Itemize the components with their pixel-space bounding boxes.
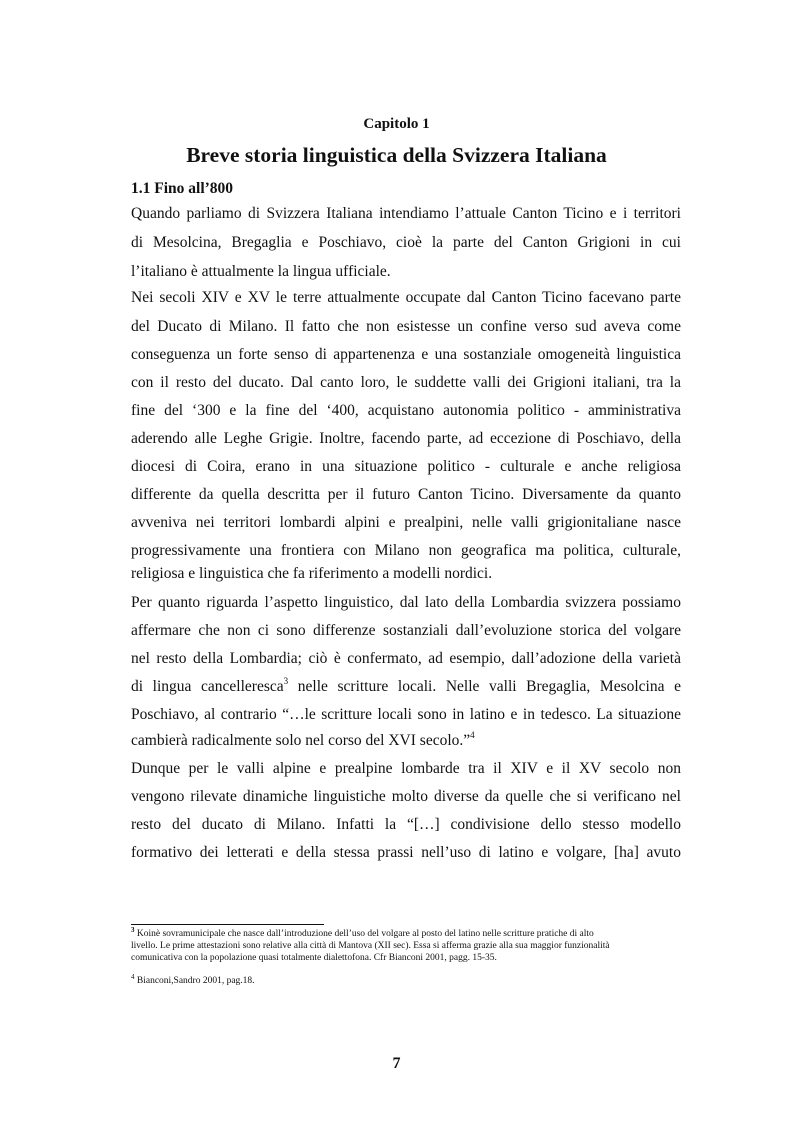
body-text-segment: di lingua cancelleresca bbox=[131, 678, 284, 695]
body-line: religiosa e linguistica che fa riferimento a modelli nordici. bbox=[131, 565, 493, 582]
body-text-segment: cambierà radicalmente solo nel corso del XVI secolo.” bbox=[131, 732, 471, 749]
chapter-title: Breve storia linguistica della Svizzera Italiana bbox=[186, 143, 607, 167]
body-line: affermare che non ci sono differenze sostanziali dall’evoluzione storica del volgare bbox=[131, 622, 681, 639]
footnote-4-marker: 4 bbox=[131, 973, 135, 981]
body-line-with-footnote-ref bbox=[131, 677, 681, 697]
body-line-with-footnote-ref bbox=[131, 731, 681, 751]
footnote-3-line bbox=[131, 926, 691, 940]
footnote-3-text: Koinè sovramunicipale che nasce dall’introduzione dell’uso del volgare al posto del latino nelle scritture pratiche di alto bbox=[134, 929, 594, 939]
body-line: Nei secoli XIV e XV le terre attualmente occupate dal Canton Ticino facevano parte bbox=[131, 289, 681, 306]
footnote-3-marker: 3 bbox=[131, 926, 135, 934]
footnote-4-text: Bianconi,Sandro 2001, pag.18. bbox=[134, 976, 255, 986]
footnote-ref-3: 3 bbox=[283, 676, 289, 686]
body-line: diocesi di Coira, erano in una situazione politico - culturale e anche religiosa bbox=[131, 458, 681, 475]
body-line: conseguenza un forte senso di appartenenza e una sostanziale omogeneità linguistica bbox=[131, 346, 681, 363]
body-line: Dunque per le valli alpine e prealpine lombarde tra il XIV e il XV secolo non bbox=[131, 760, 681, 777]
body-line: formativo dei letterati e della stessa prassi nell’uso di latino e volgare, [ha] avuto bbox=[131, 844, 681, 861]
body-line: aderendo alle Leghe Grigie. Inoltre, facendo parte, ad eccezione di Poschiavo, della bbox=[131, 430, 681, 447]
body-line: l’italiano è attualmente la lingua ufficiale. bbox=[131, 263, 391, 280]
body-line: Poschiavo, al contrario “…le scritture locali sono in latino e in tedesco. La situazione bbox=[131, 706, 681, 723]
footnote-divider bbox=[131, 924, 324, 925]
footnote-4-line bbox=[131, 973, 691, 987]
section-heading: 1.1 Fino all’800 bbox=[131, 180, 234, 197]
body-line: differente da quella descritta per il futuro Canton Ticino. Diversamente da quanto bbox=[131, 486, 681, 503]
chapter-label: Capitolo 1 bbox=[363, 116, 430, 132]
body-line: progressivamente una frontiera con Milano non geografica ma politica, culturale, bbox=[131, 542, 681, 559]
page-number: 7 bbox=[392, 1055, 401, 1072]
body-line: Quando parliamo di Svizzera Italiana intendiamo l’attuale Canton Ticino e i territori bbox=[131, 205, 681, 222]
body-line: del Ducato di Milano. Il fatto che non esistesse un confine verso sud aveva come bbox=[131, 318, 681, 335]
body-line: nel resto della Lombardia; ciò è confermato, ad esempio, dall’adozione della varietà bbox=[131, 650, 681, 667]
body-line: fine del ‘300 e la fine del ‘400, acquistano autonomia politico - amministrativa bbox=[131, 402, 681, 419]
body-line: di Mesolcina, Bregaglia e Poschiavo, cioè la parte del Canton Grigioni in cui bbox=[131, 234, 681, 251]
body-line: con il resto del ducato. Dal canto loro, le suddette valli dei Grigioni italiani, tra la bbox=[131, 374, 681, 391]
body-line: resto del ducato di Milano. Infatti la “[…] condivisione dello stesso modello bbox=[131, 816, 681, 833]
body-line: avveniva nei territori lombardi alpini e prealpini, nelle valli grigionitaliane nasce bbox=[131, 514, 681, 531]
footnote-3-line: livello. Le prime attestazioni sono relative alla città di Mantova (XII sec). Essa si afferma grazie alla sua maggior funzionalità bbox=[131, 941, 610, 951]
body-line: Per quanto riguarda l’aspetto linguistico, dal lato della Lombardia svizzera possiamo bbox=[131, 594, 681, 611]
footnote-ref-4: 4 bbox=[470, 730, 475, 740]
body-line: vengono rilevate dinamiche linguistiche molto diverse da quelle che si verificano nel bbox=[131, 788, 681, 805]
footnote-3-line: comunicativa con la popolazione quasi totalmente dialettofona. Cfr Bianconi 2001, pagg. 15-35. bbox=[131, 953, 497, 963]
body-text-segment: nelle scritture locali. Nelle valli Bregaglia, Mesolcina e bbox=[288, 678, 681, 695]
